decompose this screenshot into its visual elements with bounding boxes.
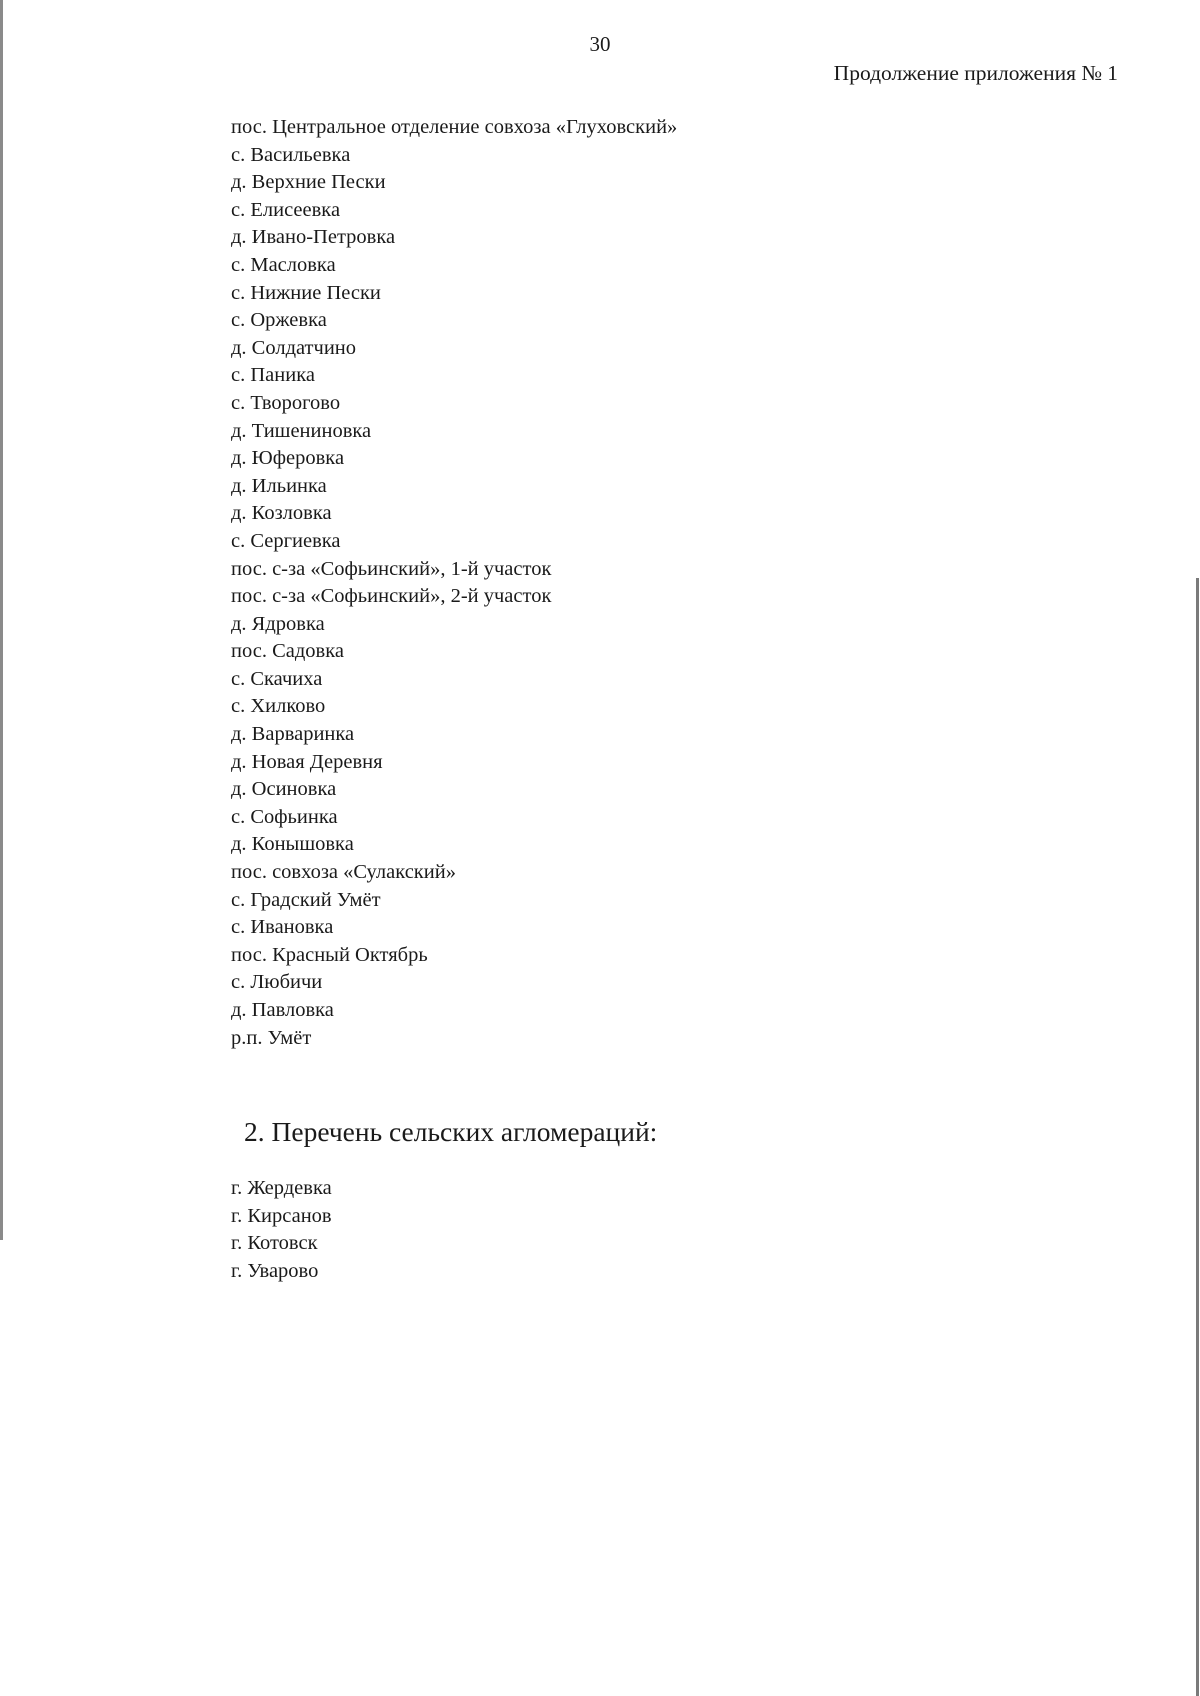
list-item: д. Ильинка: [231, 474, 327, 497]
scan-edge-left: [0, 0, 3, 1240]
list-item: пос. Садовка: [231, 640, 344, 663]
list-item: д. Осиновка: [231, 778, 337, 801]
list-item: р.п. Умёт: [231, 1026, 312, 1049]
page-number: 30: [589, 32, 611, 56]
settlement-list: [231, 114, 677, 1052]
list-item: д. Верхние Пески: [231, 171, 386, 194]
list-item: с. Ивановка: [231, 916, 334, 939]
list-item: с. Хилково: [231, 695, 326, 718]
appendix-continuation-note: Продолжение приложения № 1: [833, 61, 1118, 85]
list-item: г. Жердевка: [231, 1177, 332, 1199]
list-item: пос. Центральное отделение совхоза «Глуховский»: [231, 116, 678, 138]
list-item: с. Софьинка: [231, 805, 338, 828]
section-heading: 2. Перечень сельских агломераций:: [244, 1116, 658, 1147]
scan-edge-right: [1196, 578, 1199, 1696]
list-item: с. Масловка: [231, 253, 336, 276]
list-item: д. Козловка: [231, 502, 332, 525]
list-item: с. Градский Умёт: [231, 888, 381, 911]
list-item: г. Уварово: [231, 1259, 319, 1282]
list-item: с. Васильевка: [231, 143, 351, 166]
list-item: с. Оржевка: [231, 309, 327, 332]
list-item: пос. Красный Октябрь: [231, 943, 428, 966]
list-item: с. Нижние Пески: [231, 281, 381, 304]
list-item: д. Новая Деревня: [231, 750, 383, 773]
list-item: с. Любичи: [231, 971, 323, 994]
agglomeration-list: [231, 1175, 332, 1285]
list-item: д. Ивано-Петровка: [231, 226, 396, 249]
list-item: с. Елисеевка: [231, 198, 341, 221]
list-item: с. Сергиевка: [231, 529, 341, 552]
list-item: д. Варваринка: [231, 723, 355, 746]
list-item: пос. с-за «Софьинский», 1-й участок: [231, 557, 552, 580]
list-item: с. Паника: [231, 364, 315, 387]
list-item: д. Солдатчино: [231, 336, 357, 359]
list-item: д. Ядровка: [231, 612, 325, 635]
list-item: д. Павловка: [231, 999, 334, 1021]
list-item: д. Конышовка: [231, 833, 354, 856]
list-item: с. Творогово: [231, 391, 341, 414]
list-item: пос. совхоза «Сулакский»: [231, 861, 456, 884]
list-item: с. Скачиха: [231, 667, 323, 690]
list-item: г. Котовск: [231, 1232, 318, 1255]
list-item: пос. с-за «Софьинский», 2-й участок: [231, 585, 552, 608]
list-item: г. Кирсанов: [231, 1204, 332, 1227]
list-item: д. Юферовка: [231, 447, 345, 470]
list-item: д. Тишениновка: [231, 419, 372, 442]
